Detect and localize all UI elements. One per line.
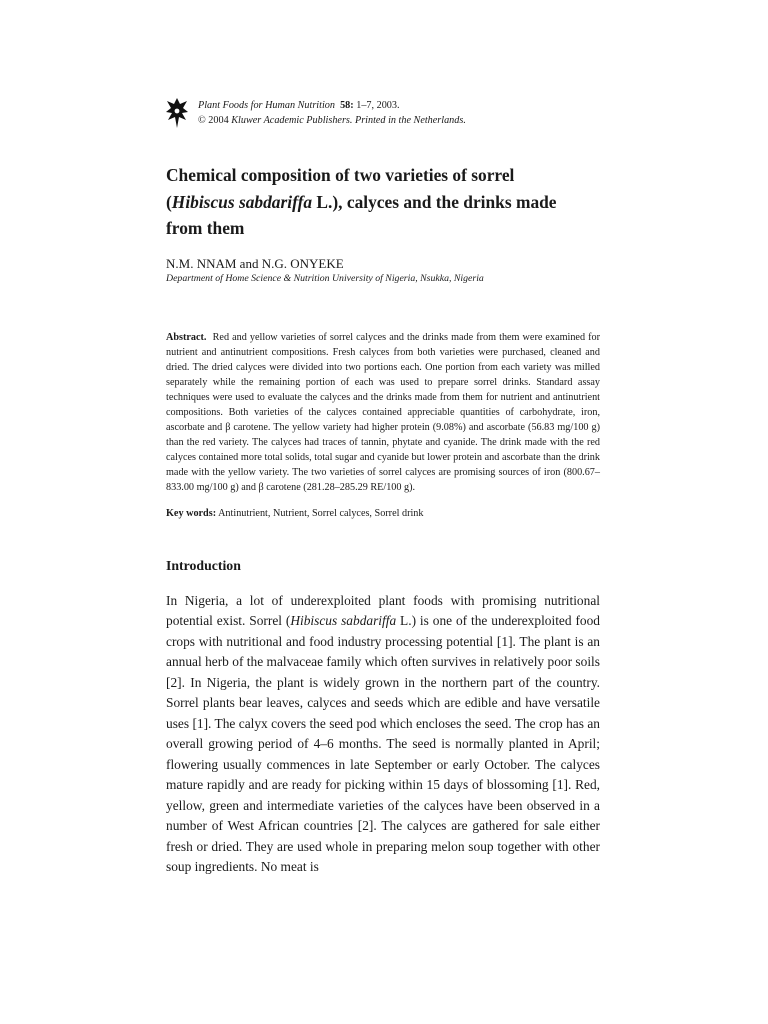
authors: N.M. NNAM and N.G. ONYEKE <box>166 255 344 271</box>
article-title <box>166 162 600 242</box>
title-line-3: from them <box>166 218 245 238</box>
journal-name: Plant Foods for Human Nutrition <box>198 100 335 111</box>
journal-citation <box>198 99 466 128</box>
abstract-text: Red and yellow varieties of sorrel calyces and the drinks made from them were examined for nutrient and antinutrient compositions. Fresh calyces from both varieties were purchased, cleaned and dried. The dried calyces were divided into two portions each. One portion from each variety was milled separately while the remaining portion of each was used to prepare sorrel drinks. Standard assay techniques were used to evaluate the calyces and the drinks made from them for nutrient and antinutrient compositions. Both varieties of the calyces contained appreciable quantities of carbohydrate, iron, ascorbate and β carotene. The yellow variety had higher protein (9.08%) and ascorbate (56.83 mg/100 g) than the red variety. The calyces had traces of tannin, phytate and cyanide. The drink made with the red calyces contained more total solids, total sugar and cyanide but lower protein and ascorbate than the drink made with the yellow variety. The two varieties of sorrel calyces are promising sources of iron (800.67–833.00 mg/100 g) and β carotene (281.28–285.29 RE/100 g). <box>166 331 600 494</box>
keywords <box>166 506 600 521</box>
journal-pages-year: 1–7, 2003. <box>356 100 400 111</box>
title-open-paren: ( <box>166 191 172 212</box>
title-species: Hibiscus sabdariffa <box>171 191 313 212</box>
title-line-2 <box>166 189 600 216</box>
intro-species: Hibiscus sabdariffa <box>290 613 397 629</box>
abstract-label: Abstract. <box>166 331 207 343</box>
publisher-note: Kluwer Academic Publishers. Printed in the Netherlands. <box>231 114 466 126</box>
journal-header <box>166 96 600 134</box>
keywords-label: Key words: <box>166 507 217 519</box>
article-page <box>166 96 600 878</box>
title-line-2-rest: L.), calyces and the drinks made <box>312 191 557 212</box>
intro-text-start: In Nigeria, a lot of underexploited plant foods with promising nutritional potential exist. Sorrel ( <box>166 592 600 629</box>
citation-line-2 <box>198 114 466 129</box>
publisher-logo-icon <box>166 98 188 128</box>
section-heading-introduction: Introduction <box>166 557 241 573</box>
title-line-1: Chemical composition of two varieties of sorrel <box>166 165 515 185</box>
journal-volume: 58: <box>340 100 354 111</box>
keywords-text: Antinutrient, Nutrient, Sorrel calyces, Sorrel drink <box>218 507 424 519</box>
copyright-year: © 2004 <box>198 114 229 126</box>
citation-line-1 <box>198 99 466 114</box>
abstract <box>166 330 600 496</box>
affiliation: Department of Home Science & Nutrition University of Nigeria, Nsukka, Nigeria <box>166 272 484 284</box>
introduction-paragraph <box>166 591 600 878</box>
intro-text-rest: L.) is one of the underexploited food crops with nutritional and food industry processing potential [1]. The plant is an annual herb of the malvaceae family which often survives in relatively poor soils [2]. In Nigeria, the plant is widely grown in the northern part of the country. Sorrel plants bear leaves, calyces and seeds which are edible and have versatile uses [1]. The calyx covers the seed pod which encloses the seed. The crop has an overall growing period of 4–6 months. The seed is normally planted in April; flowering usually commences in late September or early October. The calyces mature rapidly and are ready for picking within 15 days of blossoming [1]. Red, yellow, green and intermediate varieties of the calyces have been observed in a number of West African countries [2]. The calyces are gathered for sale either fresh or dried. They are used whole in preparing melon soup together with other soup ingredients. No meat is <box>166 613 601 875</box>
